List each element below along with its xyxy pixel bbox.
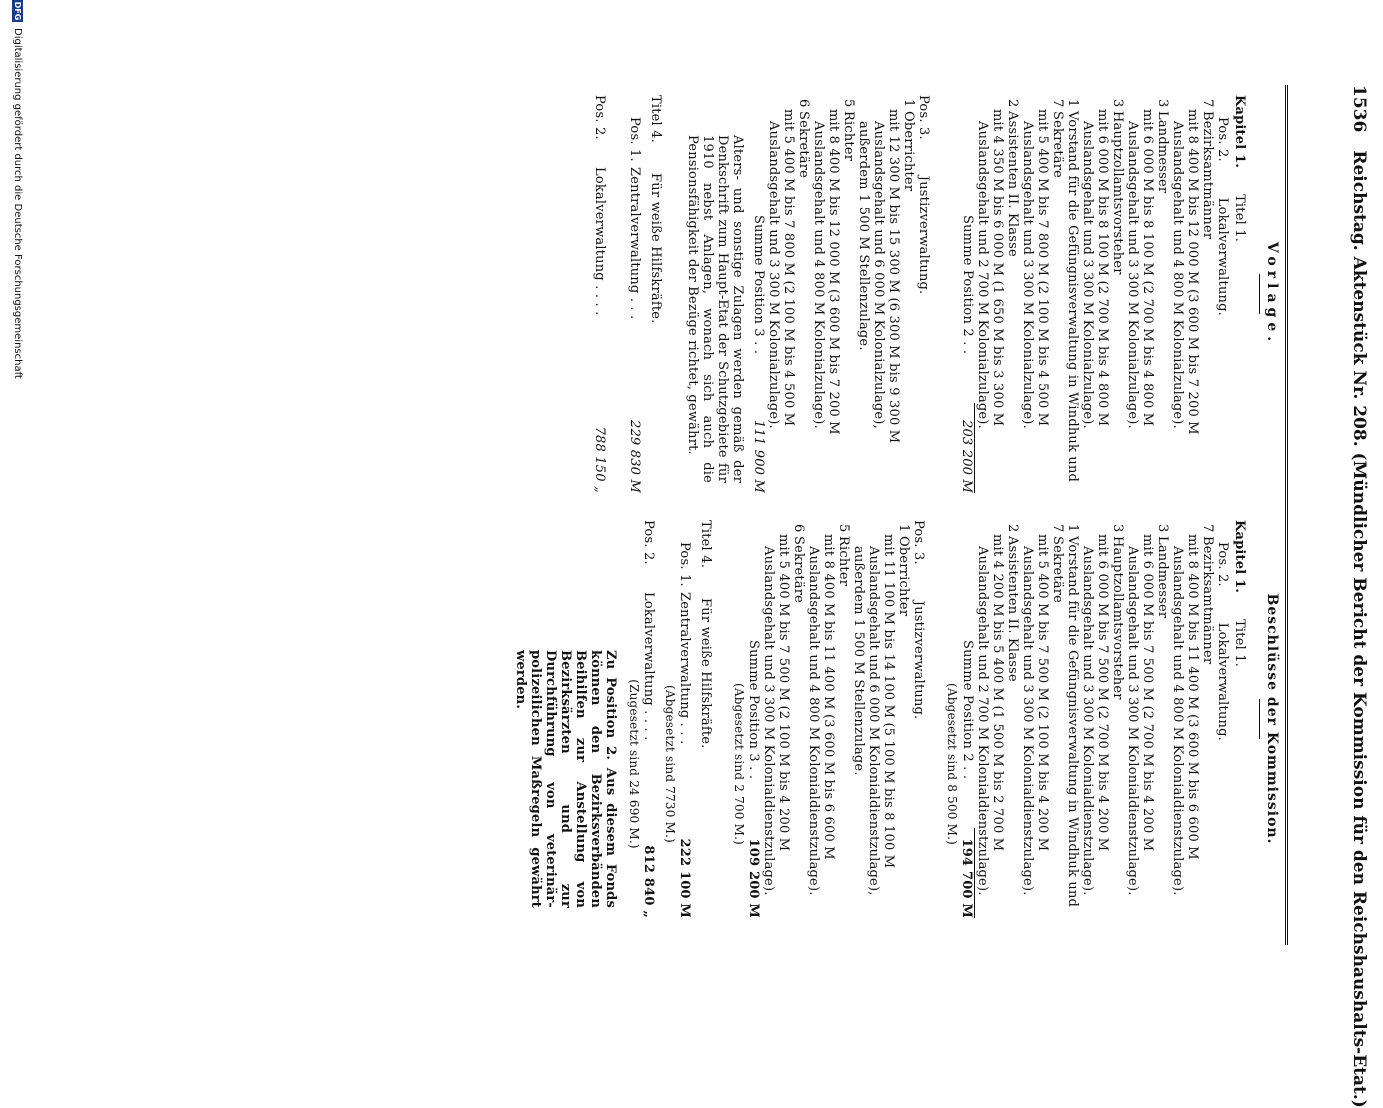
item-text: Sekretäre bbox=[796, 111, 811, 179]
item-text: mit 6 000 M bis 7 500 M (2 700 M bis 4 200 M Auslandsgehalt und 3 300 M Kolonialdienstzulage). bbox=[1080, 534, 1110, 896]
list-item bbox=[811, 99, 841, 493]
entry-amount: 229 830 M bbox=[627, 419, 642, 493]
list-item bbox=[1050, 524, 1065, 918]
position-3-items bbox=[761, 520, 911, 918]
list-item bbox=[766, 99, 796, 493]
position-2-items bbox=[975, 95, 1215, 493]
header-title: Reichstag. Aktenstück Nr. 208. (Mündlicher Bericht der Kommission für den Reichshaushalts-Etat.) bbox=[1349, 150, 1369, 1108]
titel-heading bbox=[648, 95, 663, 493]
list-item bbox=[1005, 524, 1020, 918]
titel-label: Titel 4. bbox=[698, 520, 713, 569]
entry-pos: Pos. 1. bbox=[627, 117, 642, 162]
chapter-heading bbox=[1232, 95, 1247, 493]
list-item bbox=[975, 524, 1005, 918]
position-heading bbox=[916, 95, 931, 493]
entry-row bbox=[641, 520, 656, 918]
list-item bbox=[856, 99, 901, 493]
entry-row bbox=[592, 95, 607, 493]
item-count: 7 bbox=[1050, 99, 1065, 108]
item-count: 7 bbox=[1200, 524, 1215, 533]
entry-note: (Zugesetzt sind 24 690 M.) bbox=[627, 679, 641, 849]
item-text: mit 12 300 M bis 15 300 M (6 300 M bis 9 300 M Auslandsgehalt und 6 000 M Kolonialzulage), außerdem 1 500 M Stellenzulage. bbox=[856, 109, 901, 444]
column-title: Vorlage. bbox=[1264, 241, 1280, 347]
list-item bbox=[1050, 99, 1065, 493]
list-item bbox=[1125, 524, 1155, 918]
list-item bbox=[1005, 99, 1020, 493]
item-text: mit 6 000 M bis 7 500 M (2 700 M bis 4 200 M Auslandsgehalt und 3 300 M Kolonialdienstzulage). bbox=[1125, 534, 1155, 896]
item-count: 1 bbox=[901, 99, 916, 108]
item-text: Landmesser bbox=[1155, 536, 1170, 619]
dfg-logo-icon: DFG bbox=[13, 1, 22, 21]
item-count: 3 bbox=[1155, 524, 1170, 533]
sum-amount: 203 200 M bbox=[959, 403, 975, 493]
position-label: Pos. 2. bbox=[1215, 542, 1230, 587]
list-item bbox=[1170, 99, 1200, 493]
item-text: Landmesser bbox=[1155, 111, 1170, 194]
item-text: Assistenten II. Klasse bbox=[1005, 536, 1020, 682]
chapter-label: Kapitel 1. bbox=[1232, 95, 1247, 169]
sum-note: (Abgesetzt sind 8 500 M.) bbox=[945, 682, 959, 846]
item-text: Assistenten II. Klasse bbox=[1005, 111, 1020, 257]
item-text: mit 8 400 M bis 12 000 M (3 600 M bis 7 200 M Auslandsgehalt und 4 800 M Kolonialzulage). bbox=[811, 109, 841, 435]
list-item bbox=[851, 524, 896, 918]
entry-label: Lokalverwaltung . . . . bbox=[592, 167, 607, 316]
position-title: Lokalverwaltung. bbox=[1215, 197, 1230, 316]
item-text: Sekretäre bbox=[791, 536, 806, 604]
sum-amount: 111 900 M bbox=[751, 419, 766, 493]
titel-label: Titel 4. bbox=[648, 95, 663, 144]
list-item bbox=[1155, 99, 1170, 493]
list-item bbox=[841, 99, 856, 493]
position-heading bbox=[1215, 542, 1230, 918]
titel-heading bbox=[698, 520, 713, 918]
list-item bbox=[806, 524, 836, 918]
list-item bbox=[836, 524, 851, 918]
item-text: Vorstand für die Gefüngnisverwaltung in Windhuk und bbox=[1065, 111, 1080, 483]
list-item bbox=[1080, 99, 1110, 493]
entry-amount: 812 840 „ bbox=[641, 845, 656, 918]
sum-label: Summe Position 3 . . bbox=[746, 640, 761, 780]
position-title: Justizverwaltung. bbox=[916, 175, 931, 295]
item-text: Vorstand für die Gefüngnisverwaltung in Windhuk und bbox=[1065, 536, 1080, 908]
item-text: mit 5 400 M bis 7 800 M (2 100 M bis 4 500 M Auslandsgehalt und 3 300 M Kolonialzulage). bbox=[1020, 109, 1050, 429]
position-heading bbox=[1215, 117, 1230, 493]
position-heading bbox=[911, 520, 926, 918]
sum-position-3 bbox=[751, 215, 766, 493]
list-item bbox=[1020, 99, 1050, 493]
chapter-label: Kapitel 1. bbox=[1232, 520, 1247, 594]
list-item bbox=[1080, 524, 1110, 918]
list-item bbox=[1170, 524, 1200, 918]
item-text: mit 6 000 M bis 8 100 M (2 700 M bis 4 800 M Auslandsgehalt und 3 300 M Kolonialzulage). bbox=[1080, 109, 1110, 429]
item-text: mit 8 400 M bis 11 400 M (3 600 M bis 6 600 M Auslandsgehalt und 4 800 M Kolonialdienstzulage). bbox=[1170, 534, 1200, 896]
item-count: 3 bbox=[1110, 99, 1125, 108]
list-item bbox=[975, 99, 1005, 493]
item-text: Hauptzollamtsvorsteher bbox=[1110, 536, 1125, 700]
item-text: mit 11 100 M bis 14 100 M (5 100 M bis 8 100 M Auslandsgehalt und 6 000 M Kolonialdienstzulage), außerdem 1 500 M Stellenzulage. bbox=[851, 534, 896, 896]
entry-pos: Pos. 2. bbox=[592, 95, 607, 140]
list-item bbox=[1110, 524, 1125, 918]
item-count: 6 bbox=[796, 99, 811, 108]
list-item bbox=[1155, 524, 1170, 918]
item-count: 6 bbox=[791, 524, 806, 533]
sum-label: Summe Position 2 . . bbox=[960, 640, 975, 780]
position-label: Pos. 3. bbox=[911, 520, 926, 565]
titel-title: Für weiße Hilfskräfte. bbox=[698, 598, 713, 749]
entry-amount: 222 100 M bbox=[677, 838, 692, 918]
entry-label: Zentralverwaltung . . . bbox=[627, 167, 642, 320]
page-number: 1536 bbox=[1349, 85, 1369, 133]
list-item bbox=[1065, 524, 1080, 918]
column-beschluesse bbox=[513, 520, 1283, 918]
title-rule bbox=[1259, 274, 1260, 314]
item-text: mit 8 400 M bis 11 400 M (3 600 M bis 6 600 M Auslandsgehalt und 4 800 M Kolonialdienstzulage). bbox=[806, 534, 836, 896]
page-header bbox=[1349, 85, 1369, 1108]
sum-position-2 bbox=[959, 215, 975, 493]
item-text: mit 4 350 M bis 6 000 M (1 650 M bis 3 300 M Auslandsgehalt und 2 700 M Kolonialzulage). bbox=[975, 109, 1005, 429]
sum-position-2 bbox=[959, 640, 975, 918]
list-item bbox=[896, 524, 911, 918]
header-rule bbox=[1285, 85, 1288, 945]
column-title: Beschlüsse der Kommission. bbox=[1264, 593, 1280, 845]
item-count: 7 bbox=[1050, 524, 1065, 533]
item-text: Bezirksamtmänner bbox=[1200, 111, 1215, 240]
item-count: 1 bbox=[1065, 524, 1080, 533]
title-rule bbox=[1259, 699, 1260, 739]
list-item bbox=[1110, 99, 1125, 493]
item-text: Sekretäre bbox=[1050, 536, 1065, 604]
chapter-titel: Titel 1. bbox=[1232, 194, 1247, 243]
chapter-titel: Titel 1. bbox=[1232, 619, 1247, 668]
entry-row bbox=[627, 117, 642, 493]
item-text: Bezirksamtmänner bbox=[1200, 536, 1215, 665]
footer-text: Digitalisierung gefördert durch die Deutsche Forschungsgemeinschaft bbox=[12, 28, 23, 379]
item-count: 5 bbox=[841, 99, 856, 108]
item-text: Richter bbox=[836, 536, 851, 587]
digitization-footer bbox=[12, 0, 23, 1000]
sum-amount: 109 200 M bbox=[746, 838, 761, 918]
entry-note: (Abgesetzt sind 7730 M.) bbox=[663, 684, 677, 843]
list-item bbox=[1020, 524, 1050, 918]
entry-label: Lokalverwaltung . . . . bbox=[641, 592, 656, 741]
item-count: 5 bbox=[836, 524, 851, 533]
list-item bbox=[1065, 99, 1080, 493]
item-count: 7 bbox=[1200, 99, 1215, 108]
titel-title: Für weiße Hilfskräfte. bbox=[648, 173, 663, 324]
item-text: mit 8 400 M bis 12 000 M (3 600 M bis 7 200 M Auslandsgehalt und 4 800 M Kolonialzulage). bbox=[1170, 109, 1200, 435]
list-item bbox=[791, 524, 806, 918]
item-text: Oberrichter bbox=[901, 111, 916, 192]
position-title: Lokalverwaltung. bbox=[1215, 622, 1230, 741]
entry-pos: Pos. 2. bbox=[641, 520, 656, 565]
position-label: Pos. 2. bbox=[1215, 117, 1230, 162]
chapter-heading bbox=[1232, 520, 1247, 918]
item-count: 2 bbox=[1005, 99, 1020, 108]
item-text: mit 6 000 M bis 8 100 M (2 700 M bis 4 800 M Auslandsgehalt und 3 300 M Kolonialzulage). bbox=[1125, 109, 1155, 429]
list-item bbox=[796, 99, 811, 493]
entry-label: Zentralverwaltung . . . bbox=[677, 592, 692, 745]
item-text: Sekretäre bbox=[1050, 111, 1065, 179]
item-text: Hauptzollamtsvorsteher bbox=[1110, 111, 1125, 275]
item-count: 3 bbox=[1110, 524, 1125, 533]
position-3-items bbox=[766, 95, 916, 493]
item-count: 1 bbox=[1065, 99, 1080, 108]
item-text: Oberrichter bbox=[896, 536, 911, 617]
sum-amount: 194 700 M bbox=[959, 828, 975, 918]
sum-position-3 bbox=[746, 640, 761, 918]
entry-amount: 788 150 „ bbox=[592, 426, 607, 493]
item-count: 1 bbox=[896, 524, 911, 533]
list-item bbox=[901, 99, 916, 493]
sum-label: Summe Position 3 . . bbox=[751, 215, 766, 355]
entry-row bbox=[677, 542, 692, 918]
item-text: mit 4 200 M bis 5 400 M (1 500 M bis 2 700 M Auslandsgehalt und 2 700 M Kolonialdienstzulage). bbox=[975, 534, 1005, 896]
commission-paragraph: Zu Position 2. Aus diesem Fonds können den Bezirksverbänden Beihilfen zur Anstellung von Bezirksärzten und zur Durchführung von veterinär-polizeilichen Maßregeln gewährt werden. bbox=[513, 650, 618, 908]
sum-label: Summe Position 2 . . bbox=[960, 215, 975, 355]
item-count: 2 bbox=[1005, 524, 1020, 533]
item-text: mit 5 400 M bis 7 500 M (2 100 M bis 4 200 M Auslandsgehalt und 3 300 M Kolonialdienstzulage). bbox=[1020, 534, 1050, 896]
list-item bbox=[1125, 99, 1155, 493]
allowance-paragraph: Alters- und sonstige Zulagen werden gemäß der Denkschrift zum Haupt-Etat der Schutzgebiete für 1910 nebst Anlagen, wonach sich auch die Pensionsfähigkeit der Bezüge richtet, gewährt. bbox=[685, 135, 745, 483]
entry-pos: Pos. 1. bbox=[677, 542, 692, 587]
position-2-items bbox=[975, 520, 1215, 918]
item-text: Richter bbox=[841, 111, 856, 162]
item-text: mit 5 400 M bis 7 800 M (2 100 M bis 4 500 M Auslandsgehalt und 3 300 M Kolonialzulage). bbox=[766, 109, 796, 429]
list-item bbox=[1200, 99, 1215, 493]
column-vorlage bbox=[592, 95, 1283, 493]
item-text: mit 5 400 M bis 7 500 M (2 100 M bis 4 200 M Auslandsgehalt und 3 300 M Kolonialdienstzulage). bbox=[761, 534, 791, 896]
position-label: Pos. 3. bbox=[916, 95, 931, 140]
list-item bbox=[1200, 524, 1215, 918]
position-title: Justizverwaltung. bbox=[911, 600, 926, 720]
list-item bbox=[761, 524, 791, 918]
item-count: 3 bbox=[1155, 99, 1170, 108]
sum-note: (Abgesetzt sind 2 700 M.) bbox=[732, 682, 746, 846]
